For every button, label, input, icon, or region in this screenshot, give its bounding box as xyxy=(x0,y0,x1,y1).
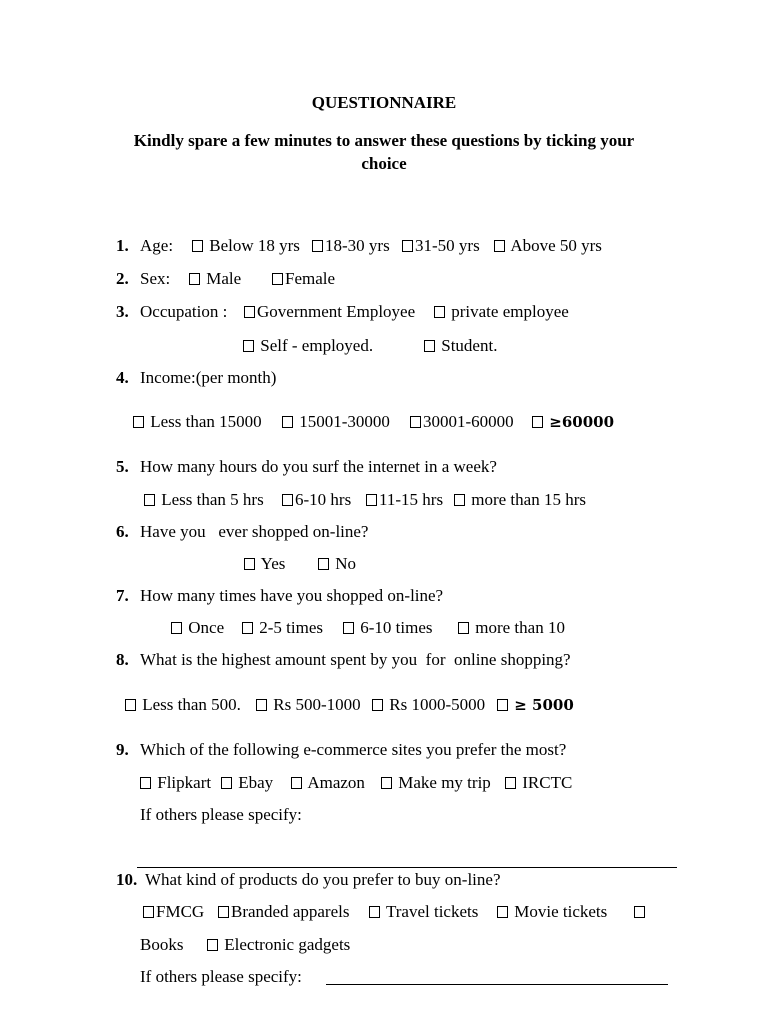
q10-option-1[interactable]: FMCG xyxy=(143,902,204,922)
checkbox-icon xyxy=(207,939,218,951)
q5-option-1[interactable]: Less than 5 hrs xyxy=(144,490,264,510)
q4-option-1[interactable]: Less than 15000 xyxy=(133,412,262,432)
q3-number: 3. xyxy=(116,302,129,321)
checkbox-icon xyxy=(454,494,465,506)
checkbox-icon xyxy=(369,906,380,918)
q9-option-2[interactable]: Ebay xyxy=(221,773,273,793)
q3-option-3[interactable]: Self - employed. xyxy=(243,336,373,356)
checkbox-icon xyxy=(410,416,421,428)
intro-line-2: choice xyxy=(361,154,407,173)
q9-option-5[interactable]: IRCTC xyxy=(505,773,572,793)
checkbox-icon xyxy=(532,416,543,428)
q9-option-1[interactable]: Flipkart xyxy=(140,773,211,793)
q9-label: Which of the following e-commerce sites you prefer the most? xyxy=(140,740,567,759)
checkbox-icon xyxy=(144,494,155,506)
q7-number: 7. xyxy=(116,586,129,605)
q5-option-4[interactable]: more than 15 hrs xyxy=(454,490,586,510)
q4-number: 4. xyxy=(116,368,129,387)
q1-option-3[interactable]: 31-50 yrs xyxy=(402,236,480,256)
q10-option-6[interactable]: Electronic gadgets xyxy=(207,935,350,955)
checkbox-icon xyxy=(244,558,255,570)
checkbox-icon xyxy=(505,777,516,789)
checkbox-icon xyxy=(171,622,182,634)
q10-others-input[interactable] xyxy=(326,984,668,985)
checkbox-icon xyxy=(434,306,445,318)
q1-option-1[interactable]: Below 18 yrs xyxy=(192,236,300,256)
q6-number: 6. xyxy=(116,522,129,541)
checkbox-icon xyxy=(402,240,413,252)
checkbox-icon xyxy=(343,622,354,634)
q6-label: Have you ever shopped on-line? xyxy=(140,522,369,541)
q8-label: What is the highest amount spent by you for online shopping? xyxy=(140,650,571,669)
checkbox-icon xyxy=(372,699,383,711)
q10-option-5-checkbox[interactable] xyxy=(634,902,647,922)
q3-option-2[interactable]: private employee xyxy=(434,302,569,322)
checkbox-icon xyxy=(497,699,508,711)
intro-line-1: Kindly spare a few minutes to answer these questions by ticking your xyxy=(133,131,635,150)
checkbox-icon xyxy=(256,699,267,711)
q10-number: 10. xyxy=(116,870,138,889)
q7-option-2[interactable]: 2-5 times xyxy=(242,618,323,638)
q3-option-1[interactable]: Government Employee xyxy=(244,302,415,322)
q5-option-3[interactable]: 11-15 hrs xyxy=(366,490,443,510)
q9-number: 9. xyxy=(116,740,129,759)
checkbox-icon xyxy=(143,906,154,918)
checkbox-icon xyxy=(243,340,254,352)
q9-others-input[interactable] xyxy=(137,867,677,868)
q1-option-2[interactable]: 18-30 yrs xyxy=(312,236,390,256)
q5-label: How many hours do you surf the internet in a week? xyxy=(140,457,497,476)
page-title: QUESTIONNAIRE xyxy=(311,93,457,112)
q7-option-4[interactable]: more than 10 xyxy=(458,618,565,638)
q6-option-1[interactable]: Yes xyxy=(244,554,285,574)
q4-option-3[interactable]: 30001-60000 xyxy=(410,412,514,432)
q2-number: 2. xyxy=(116,269,129,288)
checkbox-icon xyxy=(494,240,505,252)
q7-option-3[interactable]: 6-10 times xyxy=(343,618,433,638)
q10-option-3[interactable]: Travel tickets xyxy=(369,902,478,922)
q10-option-5-label: Books xyxy=(140,935,184,954)
q3-option-4[interactable]: Student. xyxy=(424,336,497,356)
q9-option-3[interactable]: Amazon xyxy=(291,773,365,793)
q5-number: 5. xyxy=(116,457,129,476)
q4-option-2[interactable]: 15001-30000 xyxy=(282,412,390,432)
checkbox-icon xyxy=(140,777,151,789)
q10-option-2[interactable]: Branded apparels xyxy=(218,902,349,922)
q10-option-4[interactable]: Movie tickets xyxy=(497,902,607,922)
q4-label: Income:(per month) xyxy=(140,368,277,387)
checkbox-icon xyxy=(458,622,469,634)
q8-number: 8. xyxy=(116,650,129,669)
checkbox-icon xyxy=(125,699,136,711)
checkbox-icon xyxy=(244,306,255,318)
checkbox-icon xyxy=(189,273,200,285)
q7-option-1[interactable]: Once xyxy=(171,618,224,638)
checkbox-icon xyxy=(381,777,392,789)
checkbox-icon xyxy=(318,558,329,570)
checkbox-icon xyxy=(133,416,144,428)
q5-option-2[interactable]: 6-10 hrs xyxy=(282,490,351,510)
checkbox-icon xyxy=(497,906,508,918)
checkbox-icon xyxy=(282,416,293,428)
q8-option-1[interactable]: Less than 500. xyxy=(125,695,241,715)
checkbox-icon xyxy=(312,240,323,252)
checkbox-icon xyxy=(424,340,435,352)
checkbox-icon xyxy=(242,622,253,634)
q1-option-4[interactable]: Above 50 yrs xyxy=(494,236,602,256)
q1-label: Age: xyxy=(140,236,174,255)
checkbox-icon xyxy=(366,494,377,506)
q7-label: How many times have you shopped on-line? xyxy=(140,586,444,605)
checkbox-icon xyxy=(634,906,645,918)
q2-option-1[interactable]: Male xyxy=(189,269,241,289)
q3-label: Occupation : xyxy=(140,302,228,321)
q6-option-2[interactable]: No xyxy=(318,554,356,574)
checkbox-icon xyxy=(221,777,232,789)
q8-option-2[interactable]: Rs 500-1000 xyxy=(256,695,361,715)
q2-label: Sex: xyxy=(140,269,171,288)
q9-option-4[interactable]: Make my trip xyxy=(381,773,491,793)
checkbox-icon xyxy=(272,273,283,285)
q8-option-4[interactable]: ≥ 5000 xyxy=(497,695,574,715)
q1-number: 1. xyxy=(116,236,129,255)
checkbox-icon xyxy=(291,777,302,789)
q2-option-2[interactable]: Female xyxy=(272,269,335,289)
checkbox-icon xyxy=(218,906,229,918)
q4-option-4[interactable]: ≥60000 xyxy=(532,412,614,432)
q9-others-label: If others please specify: xyxy=(140,805,302,824)
q10-label: What kind of products do you prefer to buy on-line? xyxy=(145,870,501,889)
checkbox-icon xyxy=(192,240,203,252)
q8-option-3[interactable]: Rs 1000-5000 xyxy=(372,695,485,715)
checkbox-icon xyxy=(282,494,293,506)
q10-others-label: If others please specify: xyxy=(140,967,302,986)
